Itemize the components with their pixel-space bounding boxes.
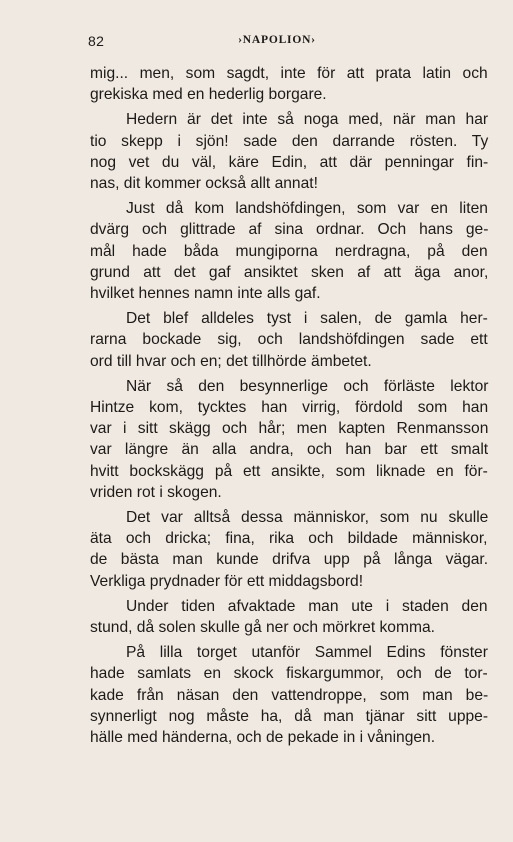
text-line: hälle med händerna, och de pekade in i våningen. — [90, 729, 436, 747]
text-line: Det var alltså dessa människor, som nu skulle — [126, 509, 489, 527]
text-line: grekiska med en hederlig borgare. — [90, 86, 327, 104]
text-line: vriden rot i skogen. — [90, 483, 222, 501]
text-line: Det blef alldeles tyst i salen, de gamla her- — [126, 310, 488, 328]
text-line: dvärg och glittrade af sina ordnar. Och hans ge- — [90, 221, 489, 239]
text-line: Just då kom landshöfdingen, som var en liten — [126, 200, 488, 218]
text-line: mål hade båda mungiporna nerdragna, på den — [90, 242, 488, 260]
text-line: nog vet du väl, käre Edin, att där penningar fin- — [90, 153, 489, 171]
text-line: Hintze kom, tycktes han virrig, fördold som han — [90, 399, 489, 417]
paragraph — [90, 198, 488, 304]
text-line: Verkliga prydnader för ett middagsbord! — [90, 572, 364, 590]
page-header — [88, 33, 466, 53]
text-line: Under tiden afvaktade man ute i staden den — [126, 597, 488, 615]
text-line: ord till hvar och en; det tillhörde ämbetet. — [90, 352, 372, 370]
text-line: nas, dit kommer också allt annat! — [90, 175, 318, 193]
text-line: tio skepp i sjön! sade den darrande rösten. Ty — [90, 132, 489, 150]
paragraph — [90, 376, 488, 503]
text-line: hade samlats en skock fiskargummor, och de tor- — [90, 665, 488, 683]
text-line: hvilket hennes namn inte alls gaf. — [90, 285, 321, 303]
text-line: Hedern är det inte så noga med, när man har — [126, 111, 489, 129]
text-line: äta och dricka; fina, rika och bildade människor, — [90, 530, 488, 548]
text-line: de bästa man kunde drifva upp på långa vägar. — [90, 551, 489, 569]
text-line: grund att det gaf ansiktet sken af att äga anor, — [90, 263, 489, 281]
running-title: ›NAPOLION› — [238, 34, 316, 46]
text-line: kade från näsan den vattendroppe, som man be- — [90, 686, 489, 704]
text-line: synnerligt nog måste ha, då man tjänar sitt uppe- — [90, 707, 489, 725]
page-number: 82 — [88, 33, 105, 49]
text-line: stund, då solen skulle gå ner och mörkret komma. — [90, 619, 435, 637]
text-line: När så den besynnerlige och förläste lektor — [126, 377, 489, 395]
body-text — [90, 63, 488, 752]
text-line: var i sitt skägg och hår; men kapten Renmansson — [90, 420, 489, 438]
paragraph — [90, 596, 488, 638]
paragraph — [90, 308, 488, 372]
paragraph — [90, 63, 488, 105]
paragraph — [90, 109, 488, 194]
text-line: mig... men, som sagdt, inte för att prata latin och — [90, 65, 488, 82]
text-line: rarna bockade sig, och landshöfdingen sade ett — [90, 331, 488, 349]
text-line: hvitt bockskägg på ett ansikte, som liknade en för- — [90, 462, 488, 480]
text-line: var längre än alla andra, och han bar ett smalt — [90, 441, 489, 459]
text-line: På lilla torget utanför Sammel Edins fönster — [126, 644, 488, 662]
paragraph — [90, 642, 488, 748]
paragraph — [90, 507, 488, 592]
